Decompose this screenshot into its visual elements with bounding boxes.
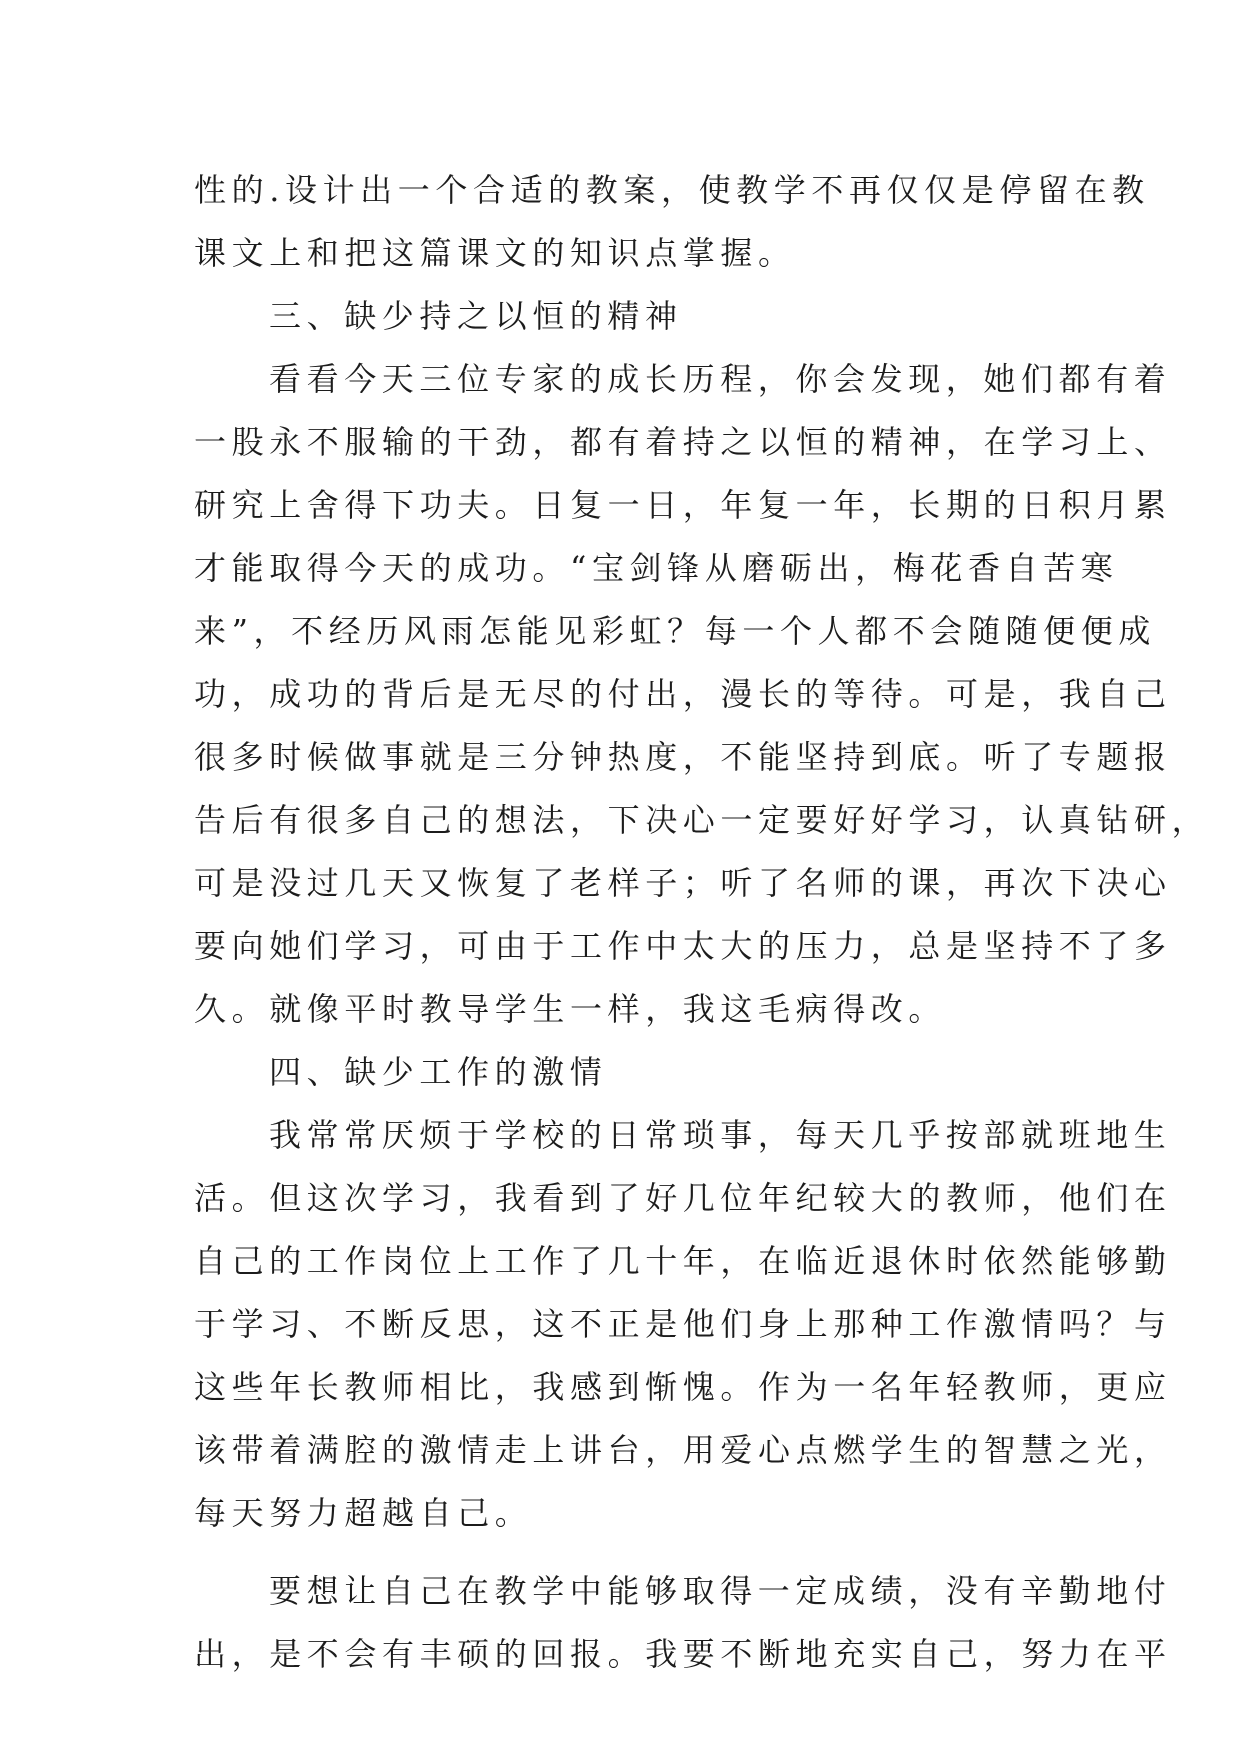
- paragraph-line: 活。但这次学习，我看到了好几位年纪较大的教师，他们在: [194, 1179, 1172, 1217]
- paragraph-line: 告后有很多自己的想法，下决心一定要好好学习，认真钻研，: [194, 801, 1210, 839]
- paragraph-line: 要想让自己在教学中能够取得一定成绩，没有辛勤地付: [269, 1572, 1172, 1610]
- paragraph-line: 这些年长教师相比，我感到惭愧。作为一名年轻教师，更应: [194, 1368, 1172, 1406]
- paragraph-line: 每天努力超越自己。: [194, 1494, 533, 1532]
- paragraph-line: 看看今天三位专家的成长历程，你会发现，她们都有着: [269, 360, 1172, 398]
- paragraph-line: 该带着满腔的激情走上讲台，用爱心点燃学生的智慧之光，: [194, 1431, 1172, 1469]
- paragraph-line: 一股永不服输的干劲，都有着持之以恒的精神，在学习上、: [194, 423, 1172, 461]
- paragraph-line: 自己的工作岗位上工作了几十年，在临近退休时依然能够勤: [194, 1242, 1172, 1280]
- section-heading-4: 四、缺少工作的激情: [269, 1053, 608, 1091]
- paragraph-line: 才能取得今天的成功。“宝剑锋从磨砺出，梅花香自苦寒: [194, 549, 1119, 587]
- paragraph-line: 研究上舍得下功夫。日复一日，年复一年，长期的日积月累: [194, 486, 1172, 524]
- paragraph-line: 于学习、不断反思，这不正是他们身上那种工作激情吗？与: [194, 1305, 1172, 1343]
- paragraph-line: 功，成功的背后是无尽的付出，漫长的等待。可是，我自己: [194, 675, 1172, 713]
- paragraph-line: 要向她们学习，可由于工作中太大的压力，总是坚持不了多: [194, 927, 1172, 965]
- paragraph-line: 我常常厌烦于学校的日常琐事，每天几乎按部就班地生: [269, 1116, 1172, 1154]
- paragraph-line: 久。就像平时教导学生一样，我这毛病得改。: [194, 990, 947, 1028]
- section-heading-3: 三、缺少持之以恒的精神: [269, 297, 683, 335]
- paragraph-line: 很多时候做事就是三分钟热度，不能坚持到底。听了专题报: [194, 738, 1172, 776]
- paragraph-line: 出，是不会有丰硕的回报。我要不断地充实自己，努力在平: [194, 1635, 1172, 1673]
- paragraph-line: 性的.设计出一个合适的教案，使教学不再仅仅是停留在教: [194, 171, 1150, 209]
- body-text: [194, 159, 1210, 1686]
- paragraph-line: 来”，不经历风雨怎能见彩虹？每一个人都不会随随便便成: [194, 612, 1156, 650]
- paragraph-line: 可是没过几天又恢复了老样子；听了名师的课，再次下决心: [194, 864, 1172, 902]
- paragraph-line: 课文上和把这篇课文的知识点掌握。: [194, 234, 796, 272]
